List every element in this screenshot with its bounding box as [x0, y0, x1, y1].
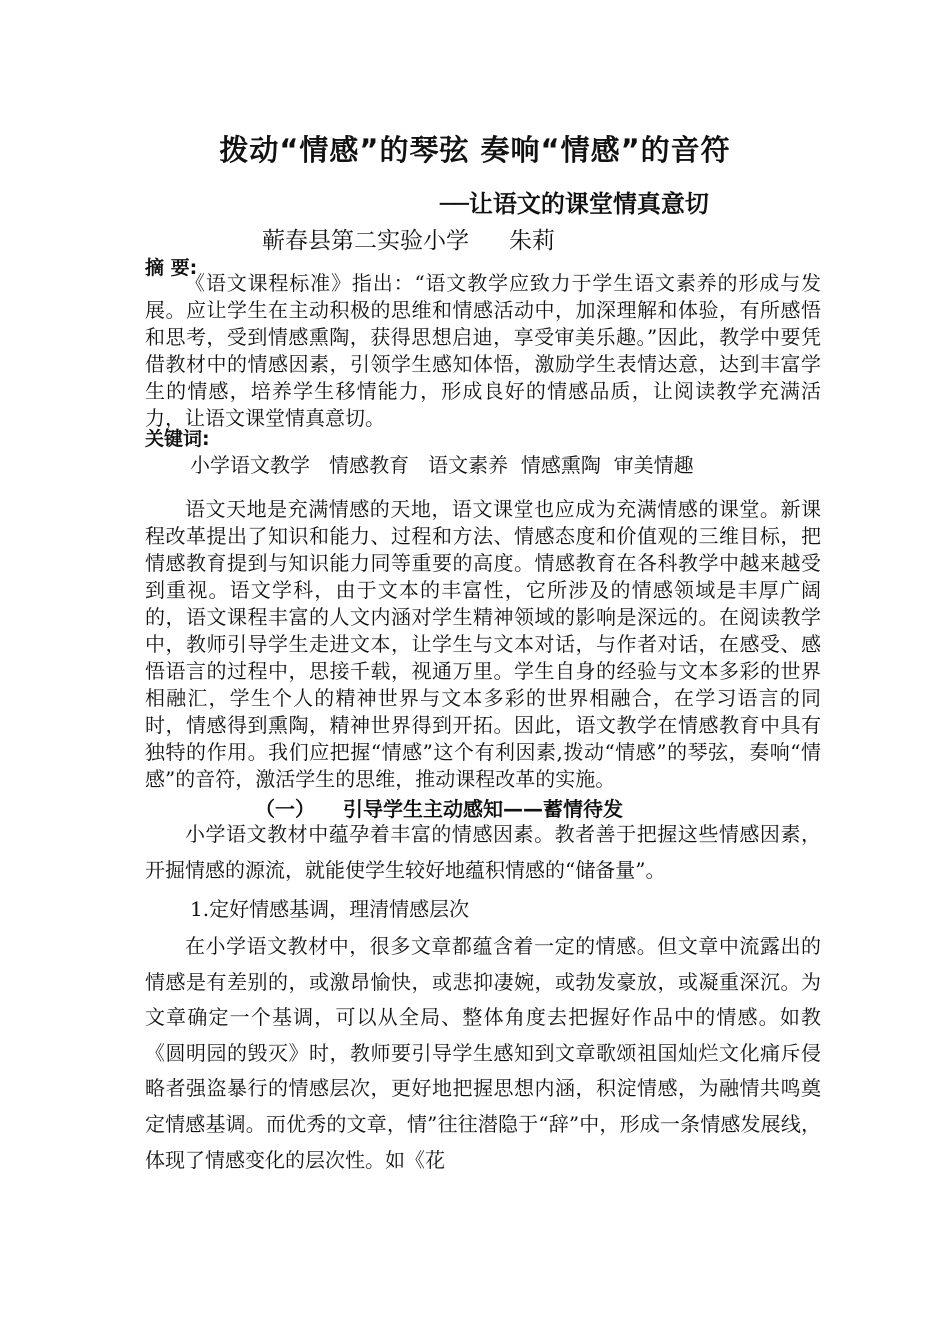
article-subtitle: ──让语文的课堂情真意切 [440, 190, 709, 218]
school-name: 蕲春县第二实验小学 [262, 228, 469, 254]
keywords-label: 关键词: [145, 428, 210, 450]
abstract-label: 摘 要: [145, 257, 198, 279]
section-paragraph: 小学语文教材中蕴孕着丰富的情感因素。教者善于把握这些情感因素，开掘情感的源流，就能使学生较好地蕴积情感的“储备量”。 [145, 822, 821, 882]
intro-paragraph: 语文天地是充满情感的天地，语文课堂也应成为充满情感的课堂。新课程改革提出了知识和能力、过程和方法、情感态度和价值观的三维目标，把情感教育提到与知识能力同等重要的高度。情感教育在各科教学中越来越受到重视。语文学科，由于文本的丰富性，它所涉及的情感领域是丰厚广阔的，语文课程丰富的人文内涵对学生精神领域的影响是深远的。在阅读教学中，教师引导学生走进文本，让学生与文本对话，与作者对话，在感受、感悟语言的过程中，思接千载，视通万里。学生自身的经验与文本多彩的世界相融汇，学生个人的精神世界与文本多彩的世界相融合，在学习语言的同时，情感得到熏陶，精神世界得到开拓。因此，语文教学在情感教育中具有独特的作用。我们应把握“情感”这个有利因素,拨动“情感”的琴弦，奏响“情感”的音符，激活学生的思维，推动课程改革的实施。 [145, 497, 821, 791]
keywords-text: 小学语文教学 情感教育 语文素养 情感熏陶 审美情趣 [190, 453, 694, 477]
subsection-heading: 1.定好情感基调，理清情感层次 [190, 897, 470, 921]
author-name: 朱莉 [509, 228, 555, 254]
section-title: 引导学生主动感知——蓄情待发 [343, 797, 623, 821]
abstract-text: 《语文课程标准》指出：“语文教学应致力于学生语文素养的形成与发展。应让学生在主动积极的思维和情感活动中，加深理解和体验，有所感悟和思考，受到情感熏陶，获得思想启迪，享受审美乐趣。”因此，教学中要凭借教材中的情感因素，引领学生感知体悟，激励学生表情达意，达到丰富学生的情感，培养学生移情能力，形成良好的情感品质，让阅读教学充满活力，让语文课堂情真意切。 [145, 271, 821, 430]
section-number: （一） [255, 797, 315, 821]
article-title: 拨动“情感”的琴弦 奏响“情感”的音符 [219, 133, 731, 167]
subsection-paragraph: 在小学语文教材中，很多文章都蕴含着一定的情感。但文章中流露出的情感是有差别的，或激昂愉快，或悲抑凄婉，或勃发豪放，或凝重深沉。为文章确定一个基调，可以从全局、整体角度去把握好作品中的情感。如教《圆明园的毁灭》时，教师要引导学生感知到文章歌颂祖国灿烂文化痛斥侵略者强盗暴行的情感层次，更好地把握思想内涵，积淀情感，为融情共鸣奠定情感基调。而优秀的文章，情”往往潜隐于“辞”中，形成一条情感发展线，体现了情感变化的层次性。如《花 [145, 934, 821, 1172]
author-line [262, 222, 555, 255]
